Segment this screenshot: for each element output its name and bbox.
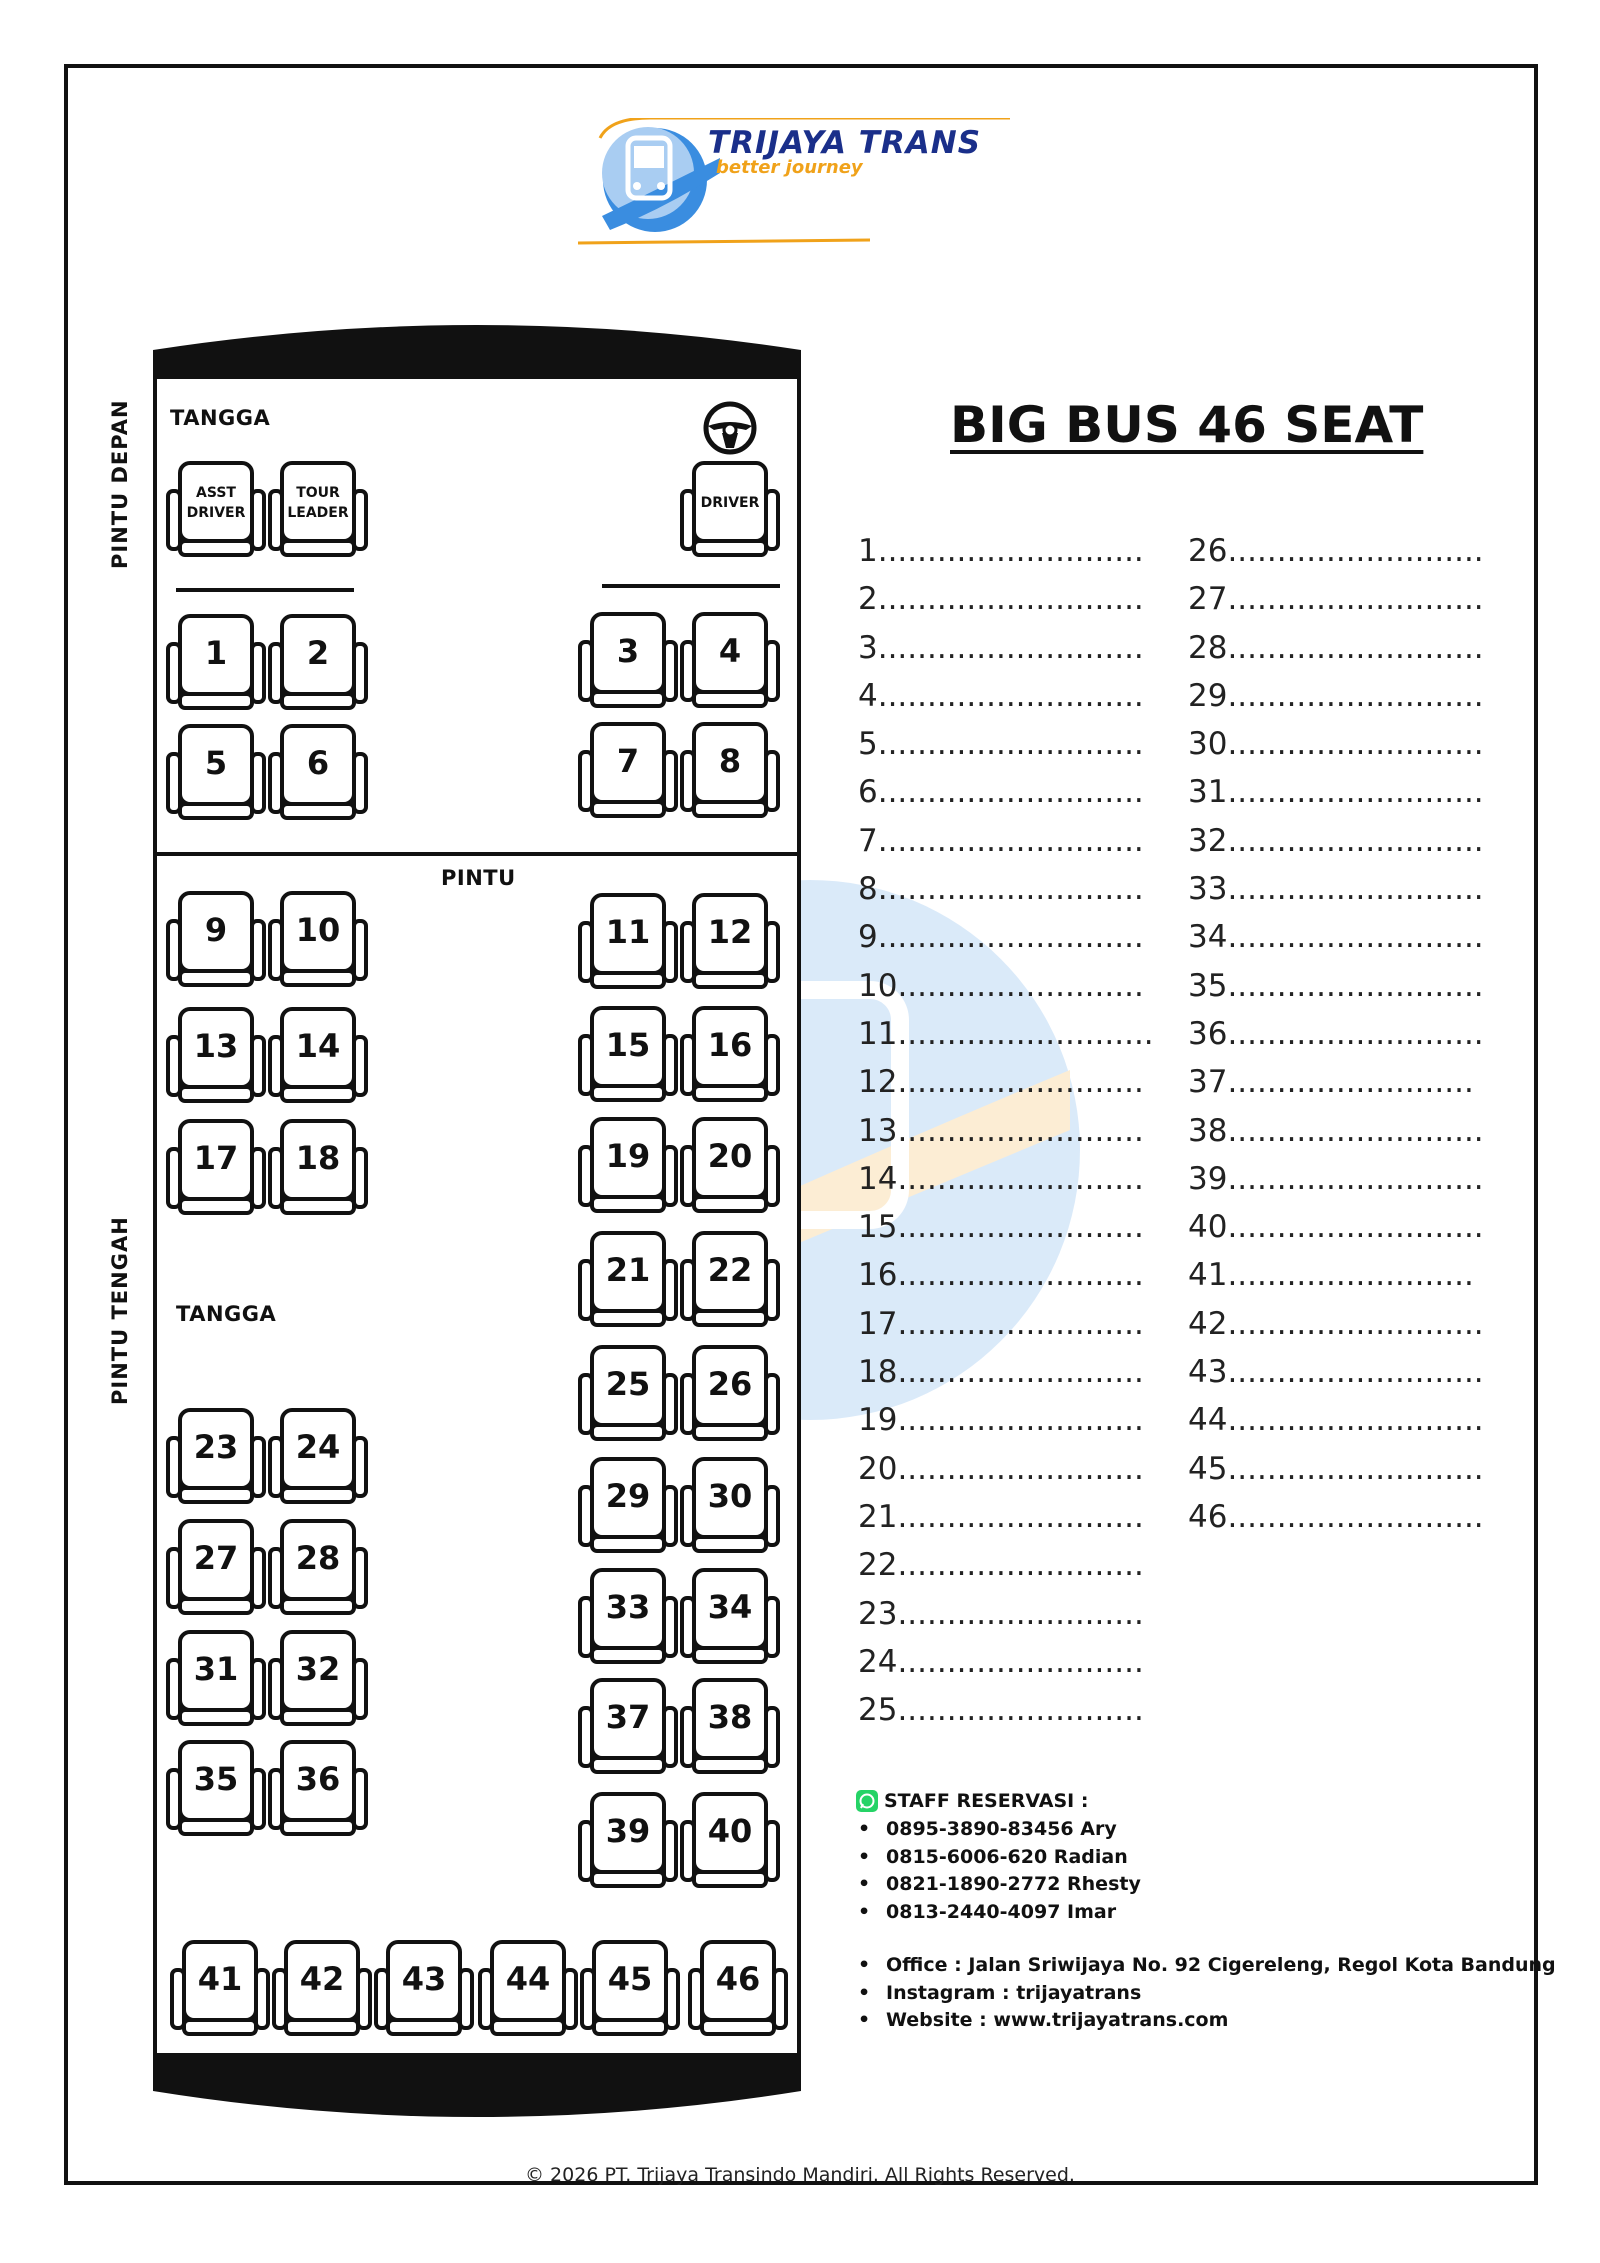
seat-number: 24 <box>295 1428 341 1466</box>
seat-number: 22 <box>707 1251 753 1289</box>
passenger-list-entry: 15......................... <box>858 1209 1144 1246</box>
stairs-middle-label: TANGGA <box>176 1302 277 1326</box>
passenger-list-entry: 36.......................... <box>1188 1015 1484 1052</box>
passenger-list-entry: 23......................... <box>858 1595 1144 1632</box>
footer-copyright: © 2026 PT. Trijaya Transindo Mandiri. All Rights Reserved. <box>525 2164 1075 2186</box>
passenger-list-entry: 43.......................... <box>1188 1354 1484 1391</box>
passenger-list-entry: 28.......................... <box>1188 629 1484 666</box>
seat-number: 41 <box>197 1960 243 1998</box>
seat-number: 21 <box>605 1251 651 1289</box>
seat-36[interactable] <box>268 1740 368 1840</box>
seat-number: 12 <box>707 913 753 951</box>
passenger-list-entry: 44.......................... <box>1188 1402 1484 1439</box>
seat-10[interactable] <box>268 891 368 991</box>
staff-header <box>856 1786 1141 1816</box>
passenger-list-entry: 20......................... <box>858 1450 1144 1487</box>
passenger-list-entry: 19......................... <box>858 1402 1144 1439</box>
seat-number: 23 <box>193 1428 239 1466</box>
staff-contact-item: • 0815-6006-620 Radian <box>856 1844 1141 1872</box>
seat-24[interactable] <box>268 1408 368 1508</box>
seat-number: 36 <box>295 1760 341 1798</box>
seat-11[interactable] <box>578 893 678 993</box>
seat-38[interactable] <box>680 1678 780 1778</box>
seat-number: 19 <box>605 1137 651 1175</box>
staff-contact-item: • 0813-2440-4097 Imar <box>856 1899 1141 1927</box>
passenger-list-entry: 33.......................... <box>1188 871 1484 908</box>
passenger-list-entry: 37......................... <box>1188 1064 1474 1101</box>
seat-15[interactable] <box>578 1006 678 1106</box>
driver-label-line: DRIVER <box>700 495 760 511</box>
seat-number: 27 <box>193 1539 239 1577</box>
seat-number: 20 <box>707 1137 753 1175</box>
tour-leader-label-line: TOUR <box>296 485 340 501</box>
front-divider-left <box>176 588 354 592</box>
seat-number: 2 <box>306 634 330 672</box>
passenger-list-entry: 4........................... <box>858 677 1144 714</box>
seat-number: 15 <box>605 1026 651 1064</box>
seat-35[interactable] <box>166 1740 266 1840</box>
seat-32[interactable] <box>268 1630 368 1730</box>
seat-number: 46 <box>715 1960 761 1998</box>
seat-number: 18 <box>295 1139 341 1177</box>
seat-number: 26 <box>707 1365 753 1403</box>
tour-leader-seat[interactable] <box>268 461 368 561</box>
passenger-list-entry: 38.......................... <box>1188 1112 1484 1149</box>
driver-label <box>694 461 766 545</box>
seat-17[interactable] <box>166 1119 266 1219</box>
staff-contact-list <box>856 1816 1141 1926</box>
passenger-list-entry: 17......................... <box>858 1305 1144 1342</box>
seat-8[interactable] <box>680 722 780 822</box>
middle-door-label: PINTU TENGAH <box>108 1216 132 1405</box>
seat-number: 5 <box>204 744 228 782</box>
seat-number: 42 <box>299 1960 345 1998</box>
seat-31[interactable] <box>166 1630 266 1730</box>
stairs-front-label: TANGGA <box>170 406 271 430</box>
passenger-list-entry: 25......................... <box>858 1692 1144 1729</box>
passenger-list-entry: 8........................... <box>858 871 1144 908</box>
passenger-list-entry: 3........................... <box>858 629 1144 666</box>
seat-number: 38 <box>707 1698 753 1736</box>
seat-number: 35 <box>193 1760 239 1798</box>
seat-number: 16 <box>707 1026 753 1064</box>
seat-40[interactable] <box>680 1792 780 1892</box>
seat-number: 13 <box>193 1027 239 1065</box>
seat-6[interactable] <box>268 724 368 824</box>
seat-21[interactable] <box>578 1231 678 1331</box>
door-label: PINTU <box>441 866 516 890</box>
passenger-list-entry: 14......................... <box>858 1160 1144 1197</box>
passenger-list-entry: 16......................... <box>858 1257 1144 1294</box>
seat-39[interactable] <box>578 1792 678 1892</box>
asst-driver-label <box>180 461 252 545</box>
seat-26[interactable] <box>680 1345 780 1445</box>
passenger-list-entry: 24......................... <box>858 1643 1144 1680</box>
whatsapp-icon <box>856 1790 878 1812</box>
seat-34[interactable] <box>680 1568 780 1668</box>
seat-30[interactable] <box>680 1457 780 1557</box>
passenger-list-entry: 18......................... <box>858 1354 1144 1391</box>
seat-37[interactable] <box>578 1678 678 1778</box>
seat-28[interactable] <box>268 1519 368 1619</box>
passenger-list-entry: 42.......................... <box>1188 1305 1484 1342</box>
passenger-list-entry: 45.......................... <box>1188 1450 1484 1487</box>
tour-leader-label <box>282 461 354 545</box>
seat-number: 6 <box>306 744 330 782</box>
seat-5[interactable] <box>166 724 266 824</box>
seat-3[interactable] <box>578 612 678 712</box>
seat-number: 11 <box>605 913 651 951</box>
bus-rear-cap <box>153 2053 801 2121</box>
page-title: BIG BUS 46 SEAT <box>950 396 1424 454</box>
seat-20[interactable] <box>680 1117 780 1217</box>
front-divider-right <box>602 584 780 588</box>
seat-number: 17 <box>193 1139 239 1177</box>
passenger-list-entry: 30.......................... <box>1188 726 1484 763</box>
passenger-list-entry: 21......................... <box>858 1498 1144 1535</box>
company-info-item: • Office : Jalan Sriwijaya No. 92 Cigereleng, Regol Kota Bandung <box>856 1952 1556 1980</box>
door-divider <box>153 852 801 856</box>
seat-46[interactable] <box>688 1940 788 2040</box>
passenger-list-entry: 41......................... <box>1188 1257 1474 1294</box>
passenger-list-column-1 <box>858 527 1154 1734</box>
seat-number: 37 <box>605 1698 651 1736</box>
seat-13[interactable] <box>166 1007 266 1107</box>
seat-7[interactable] <box>578 722 678 822</box>
seat-number: 34 <box>707 1588 753 1626</box>
seat-42[interactable] <box>272 1940 372 2040</box>
seat-2[interactable] <box>268 614 368 714</box>
seat-9[interactable] <box>166 891 266 991</box>
passenger-list-entry: 7........................... <box>858 822 1144 859</box>
seat-number: 39 <box>605 1812 651 1850</box>
passenger-list-entry: 6........................... <box>858 774 1144 811</box>
seat-number: 14 <box>295 1027 341 1065</box>
seat-23[interactable] <box>166 1408 266 1508</box>
seat-number: 29 <box>605 1477 651 1515</box>
passenger-list-entry: 27.......................... <box>1188 581 1484 618</box>
passenger-list-entry: 13......................... <box>858 1112 1144 1149</box>
seat-41[interactable] <box>170 1940 270 2040</box>
staff-contact-item: • 0895-3890-83456 Ary <box>856 1816 1141 1844</box>
seat-25[interactable] <box>578 1345 678 1445</box>
seat-18[interactable] <box>268 1119 368 1219</box>
passenger-list-entry: 10......................... <box>858 967 1144 1004</box>
seat-14[interactable] <box>268 1007 368 1107</box>
staff-header-label: STAFF RESERVASI : <box>884 1790 1089 1812</box>
passenger-list-entry: 26.......................... <box>1188 533 1484 569</box>
passenger-list-entry: 34.......................... <box>1188 919 1484 956</box>
seat-1[interactable] <box>166 614 266 714</box>
company-info-item: • Instagram : trijayatrans <box>856 1980 1556 2008</box>
seat-29[interactable] <box>578 1457 678 1557</box>
passenger-list-entry: 5........................... <box>858 726 1144 763</box>
passenger-list-entry: 31.......................... <box>1188 774 1484 811</box>
staff-contact-item: • 0821-1890-2772 Rhesty <box>856 1871 1141 1899</box>
seat-number: 28 <box>295 1539 341 1577</box>
seat-27[interactable] <box>166 1519 266 1619</box>
company-info-list <box>856 1952 1556 2035</box>
passenger-list-entry: 39.......................... <box>1188 1160 1484 1197</box>
seat-number: 4 <box>718 632 742 670</box>
passenger-list-entry: 40.......................... <box>1188 1209 1484 1246</box>
seat-12[interactable] <box>680 893 780 993</box>
seat-44[interactable] <box>478 1940 578 2040</box>
seat-number: 25 <box>605 1365 651 1403</box>
asst-driver-label-line: DRIVER <box>186 505 246 521</box>
seat-22[interactable] <box>680 1231 780 1331</box>
bus-front-cap <box>153 320 801 386</box>
brand-name: TRIJAYA TRANS <box>708 125 982 161</box>
seat-16[interactable] <box>680 1006 780 1106</box>
passenger-list-entry: 9........................... <box>858 919 1144 956</box>
seat-43[interactable] <box>374 1940 474 2040</box>
steering-wheel-icon <box>702 400 758 456</box>
seat-number: 45 <box>607 1960 653 1998</box>
passenger-list-entry: 35.......................... <box>1188 967 1484 1004</box>
passenger-list-entry: 32.......................... <box>1188 822 1484 859</box>
asst-driver-seat[interactable] <box>166 461 266 561</box>
seat-number: 44 <box>505 1960 551 1998</box>
seat-number: 43 <box>401 1960 447 1998</box>
staff-reservation <box>856 1786 1141 1926</box>
asst-driver-label-line: ASST <box>196 485 236 501</box>
seat-number: 7 <box>616 742 640 780</box>
passenger-list-entry: 22......................... <box>858 1547 1144 1584</box>
passenger-list-entry: 2........................... <box>858 581 1144 618</box>
seat-number: 3 <box>616 632 640 670</box>
seat-number: 10 <box>295 911 341 949</box>
seat-33[interactable] <box>578 1568 678 1668</box>
seat-number: 32 <box>295 1650 341 1688</box>
seat-number: 40 <box>707 1812 753 1850</box>
front-door-label: PINTU DEPAN <box>108 399 132 569</box>
seat-number: 31 <box>193 1650 239 1688</box>
driver-seat[interactable] <box>680 461 780 561</box>
seat-4[interactable] <box>680 612 780 712</box>
seat-number: 1 <box>204 634 228 672</box>
passenger-list-column-2 <box>1188 527 1484 1541</box>
brand-tagline: better journey <box>716 157 863 178</box>
passenger-list-entry: 11.......................... <box>858 1015 1154 1052</box>
seat-number: 30 <box>707 1477 753 1515</box>
tour-leader-label-line: LEADER <box>287 505 349 521</box>
seat-number: 9 <box>204 911 228 949</box>
seat-19[interactable] <box>578 1117 678 1217</box>
seat-45[interactable] <box>580 1940 680 2040</box>
seat-number: 8 <box>718 742 742 780</box>
passenger-list-entry: 12......................... <box>858 1064 1144 1101</box>
passenger-list-entry: 29.......................... <box>1188 677 1484 714</box>
passenger-list-entry: 46.......................... <box>1188 1498 1484 1535</box>
passenger-list-entry: 1........................... <box>858 533 1144 569</box>
seat-number: 33 <box>605 1588 651 1626</box>
company-info-item: • Website : www.trijayatrans.com <box>856 2007 1556 2035</box>
